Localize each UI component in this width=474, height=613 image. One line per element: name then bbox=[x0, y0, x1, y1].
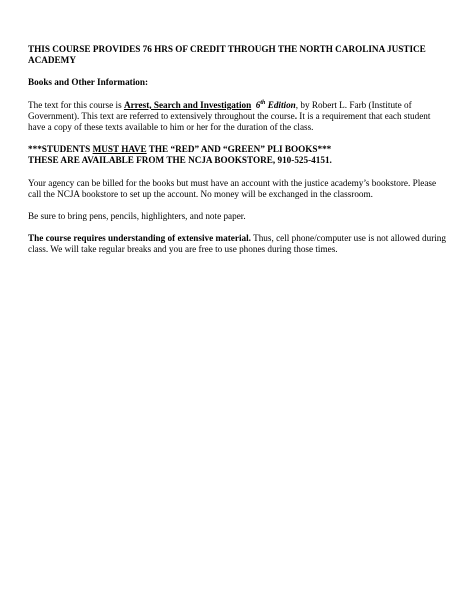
textbook-prefix: The text for this course is bbox=[28, 99, 124, 110]
notice-prefix: ***STUDENTS bbox=[28, 144, 93, 155]
course-rest: Thus, cell phone/computer use is not allowed during class. We will take regular breaks and you are free to use phones during those times. bbox=[28, 233, 446, 255]
billing-paragraph: Your agency can be billed for the books but must have an account with the justice academy’s bookstore. Please call the NCJA bookstore to set up the account. No money will be exchanged in the classroom. bbox=[28, 177, 437, 199]
notice-suffix: THE “RED” AND “GREEN” PLI BOOKS*** bbox=[146, 144, 332, 155]
edition-number: 6 bbox=[255, 99, 261, 110]
notice-bookstore-line: THESE ARE AVAILABLE FROM THE NCJA BOOKSTORE, 910-525-4151. bbox=[28, 155, 332, 166]
notice-must-have: MUST HAVE bbox=[92, 144, 147, 155]
course-paragraph bbox=[28, 233, 448, 255]
document-page bbox=[28, 44, 448, 256]
edition-superscript: th bbox=[260, 99, 266, 106]
textbook-paragraph bbox=[28, 100, 448, 134]
textbook-period: . bbox=[294, 110, 297, 121]
credit-heading: THIS COURSE PROVIDES 76 HRS OF CREDIT THROUGH THE NORTH CAROLINA JUSTICE ACADEMY bbox=[28, 44, 426, 66]
textbook-title: Arrest, Search and Investigation bbox=[123, 99, 252, 110]
course-bold-lead: The course requires understanding of extensive material. bbox=[28, 233, 251, 244]
textbook-author: , by Robert L. Farb (Institute of Government). This text are referred to extensively throughout the course bbox=[28, 99, 412, 121]
textbook-requirement: It is a requirement that each student have a copy of these texts available to him or her for the duration of the class. bbox=[28, 110, 431, 133]
textbook-edition bbox=[256, 100, 296, 110]
books-notice bbox=[28, 144, 448, 166]
supplies-paragraph: Be sure to bring pens, pencils, highlighters, and note paper. bbox=[28, 211, 246, 222]
books-heading: Books and Other Information: bbox=[28, 77, 149, 88]
edition-word: Edition bbox=[265, 99, 296, 110]
